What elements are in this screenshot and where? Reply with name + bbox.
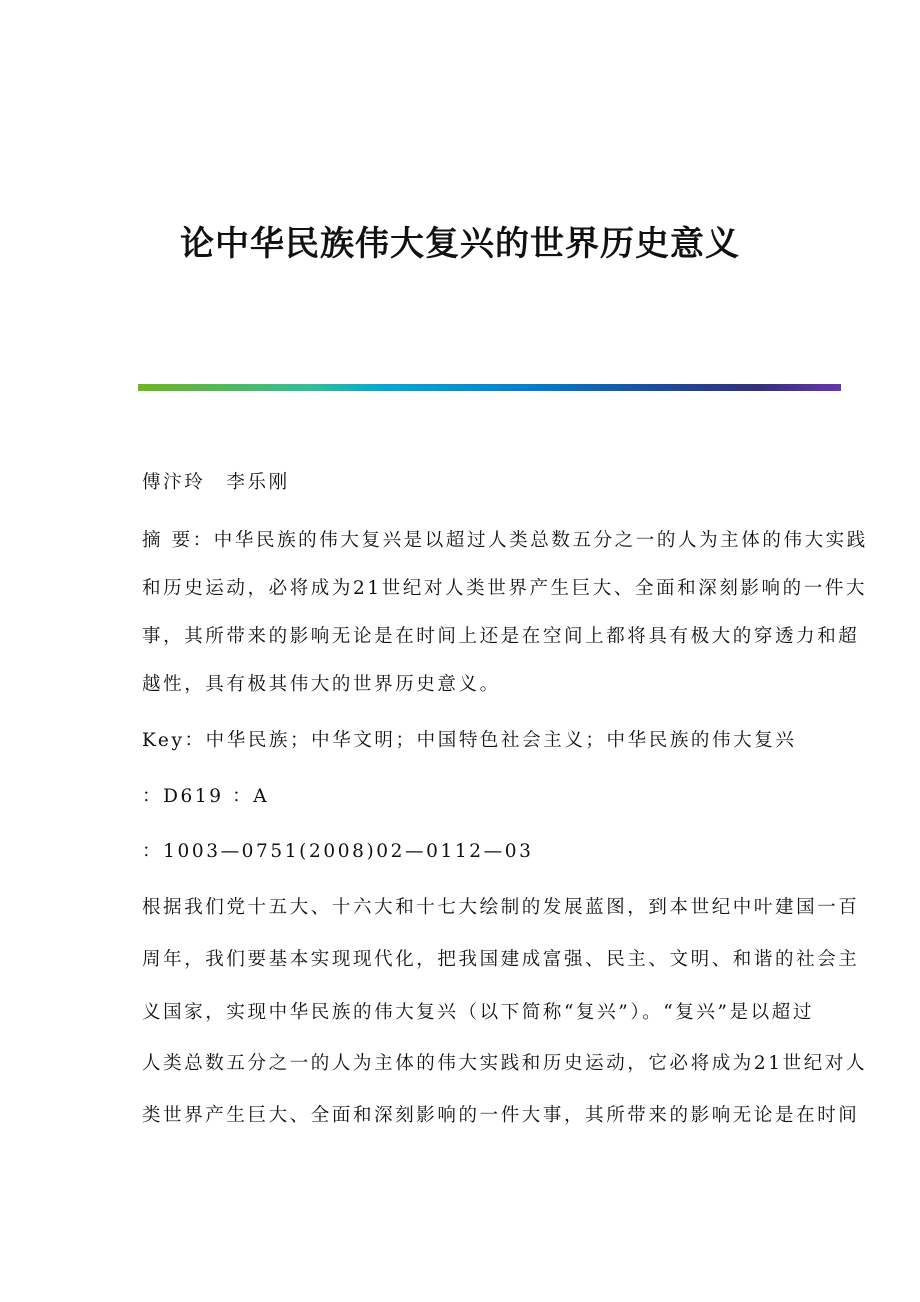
body-line: 根据我们党十五大、十六大和十七大绘制的发展蓝图，到本世纪中叶建国一百 bbox=[142, 897, 860, 918]
abstract-line: 和历史运动，必将成为21世纪对人类世界产生巨大、全面和深刻影响的一件大 bbox=[142, 578, 868, 599]
gradient-divider bbox=[138, 384, 841, 391]
abstract-line: 事，其所带来的影响无论是在时间上还是在空间上都将具有极大的穿透力和超 bbox=[142, 626, 860, 647]
article-id: ：1003—0751(2008)02—0112—03 bbox=[142, 841, 534, 862]
body-line: 义国家，实现中华民族的伟大复兴（以下简称“复兴”）。“复兴”是以超过 bbox=[142, 1002, 814, 1023]
authors: 傅汴玲 李乐刚 bbox=[142, 472, 290, 493]
abstract-line: 越性，具有极其伟大的世界历史意义。 bbox=[142, 674, 501, 695]
classification: ：D619 ：A bbox=[142, 786, 270, 807]
body-line: 类世界产生巨大、全面和深刻影响的一件大事，其所带来的影响无论是在时间 bbox=[142, 1105, 860, 1126]
body-line: 人类总数五分之一的人为主体的伟大实践和历史运动，它必将成为21世纪对人 bbox=[142, 1053, 868, 1074]
document-title: 论中华民族伟大复兴的世界历史意义 bbox=[180, 224, 740, 264]
keywords: Key：中华民族；中华文明；中国特色社会主义；中华民族的伟大复兴 bbox=[142, 730, 797, 751]
body-line: 周年，我们要基本实现现代化，把我国建成富强、民主、文明、和谐的社会主 bbox=[142, 949, 860, 970]
abstract-line: 摘 要：中华民族的伟大复兴是以超过人类总数五分之一的人为主体的伟大实践 bbox=[142, 530, 868, 551]
